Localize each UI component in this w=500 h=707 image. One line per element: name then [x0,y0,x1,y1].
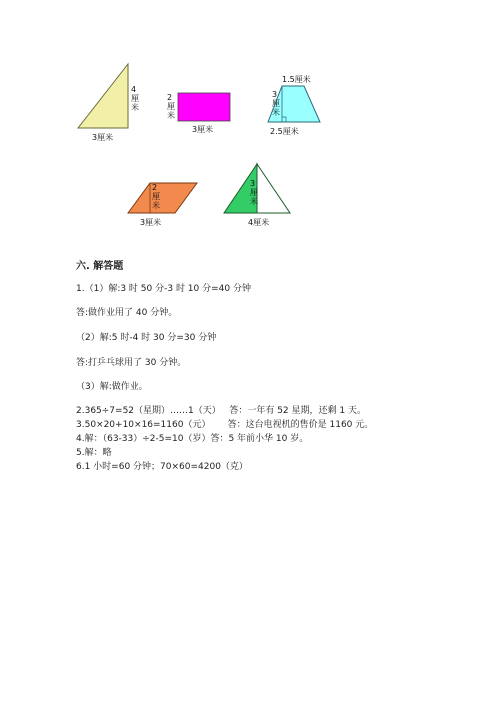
section-title: 六. 解答题 [76,261,124,272]
triangle2-base-label: 4厘米 [248,218,270,227]
right-triangle-figure [78,64,139,142]
triangle2-height-label: 3 厘米 [250,179,258,206]
trapezoid-bottom-label: 2.5厘米 [270,127,299,136]
geometry-figures [0,0,500,240]
rectangle-height-label: 2 厘米 [167,93,175,120]
answer-1-1-result: 答:做作业用了 40 分钟。 [76,308,178,318]
answer-1-3: （3）解:做作业。 [76,382,148,392]
answer-4: 4.解：（63-33）÷2-5=10（岁）答：5 年前小华 10 岁。 [76,434,309,444]
trapezoid-figure [268,74,320,136]
parallelogram-base-label: 3厘米 [140,218,162,227]
parallelogram-height-label: 2 厘米 [152,183,160,210]
answer-1-2-result: 答:打乒乓球用了 30 分钟。 [76,358,187,368]
answer-5: 5.解：略 [76,448,112,458]
parallelogram-figure [128,183,197,227]
rectangle-width-label: 3厘米 [192,125,214,134]
answer-2: 2.365÷7=52（星期）……1（天） 答：一年有 52 星期，还剩 1 天。 [76,406,366,416]
answer-1-1: 1.（1）解:3 时 50 分-3 时 10 分=40 分钟 [76,284,251,294]
triangle-base-label: 3厘米 [92,133,114,142]
answer-3: 3.50×20+10×16=1160（元） 答：这台电视机的售价是 1160 元。 [76,420,374,430]
trapezoid-height-label: 3 厘米 [272,90,280,117]
triangle-figure-2 [224,164,290,227]
rectangle-figure [167,93,230,134]
triangle-height-label: 4 厘米 [131,85,139,112]
answer-6: 6.1 小时=60 分钟；70×60=4200（克） [76,462,248,472]
trapezoid-top-label: 1.5厘米 [282,75,311,84]
answer-1-2: （2）解:5 时-4 时 30 分=30 分钟 [76,333,217,343]
